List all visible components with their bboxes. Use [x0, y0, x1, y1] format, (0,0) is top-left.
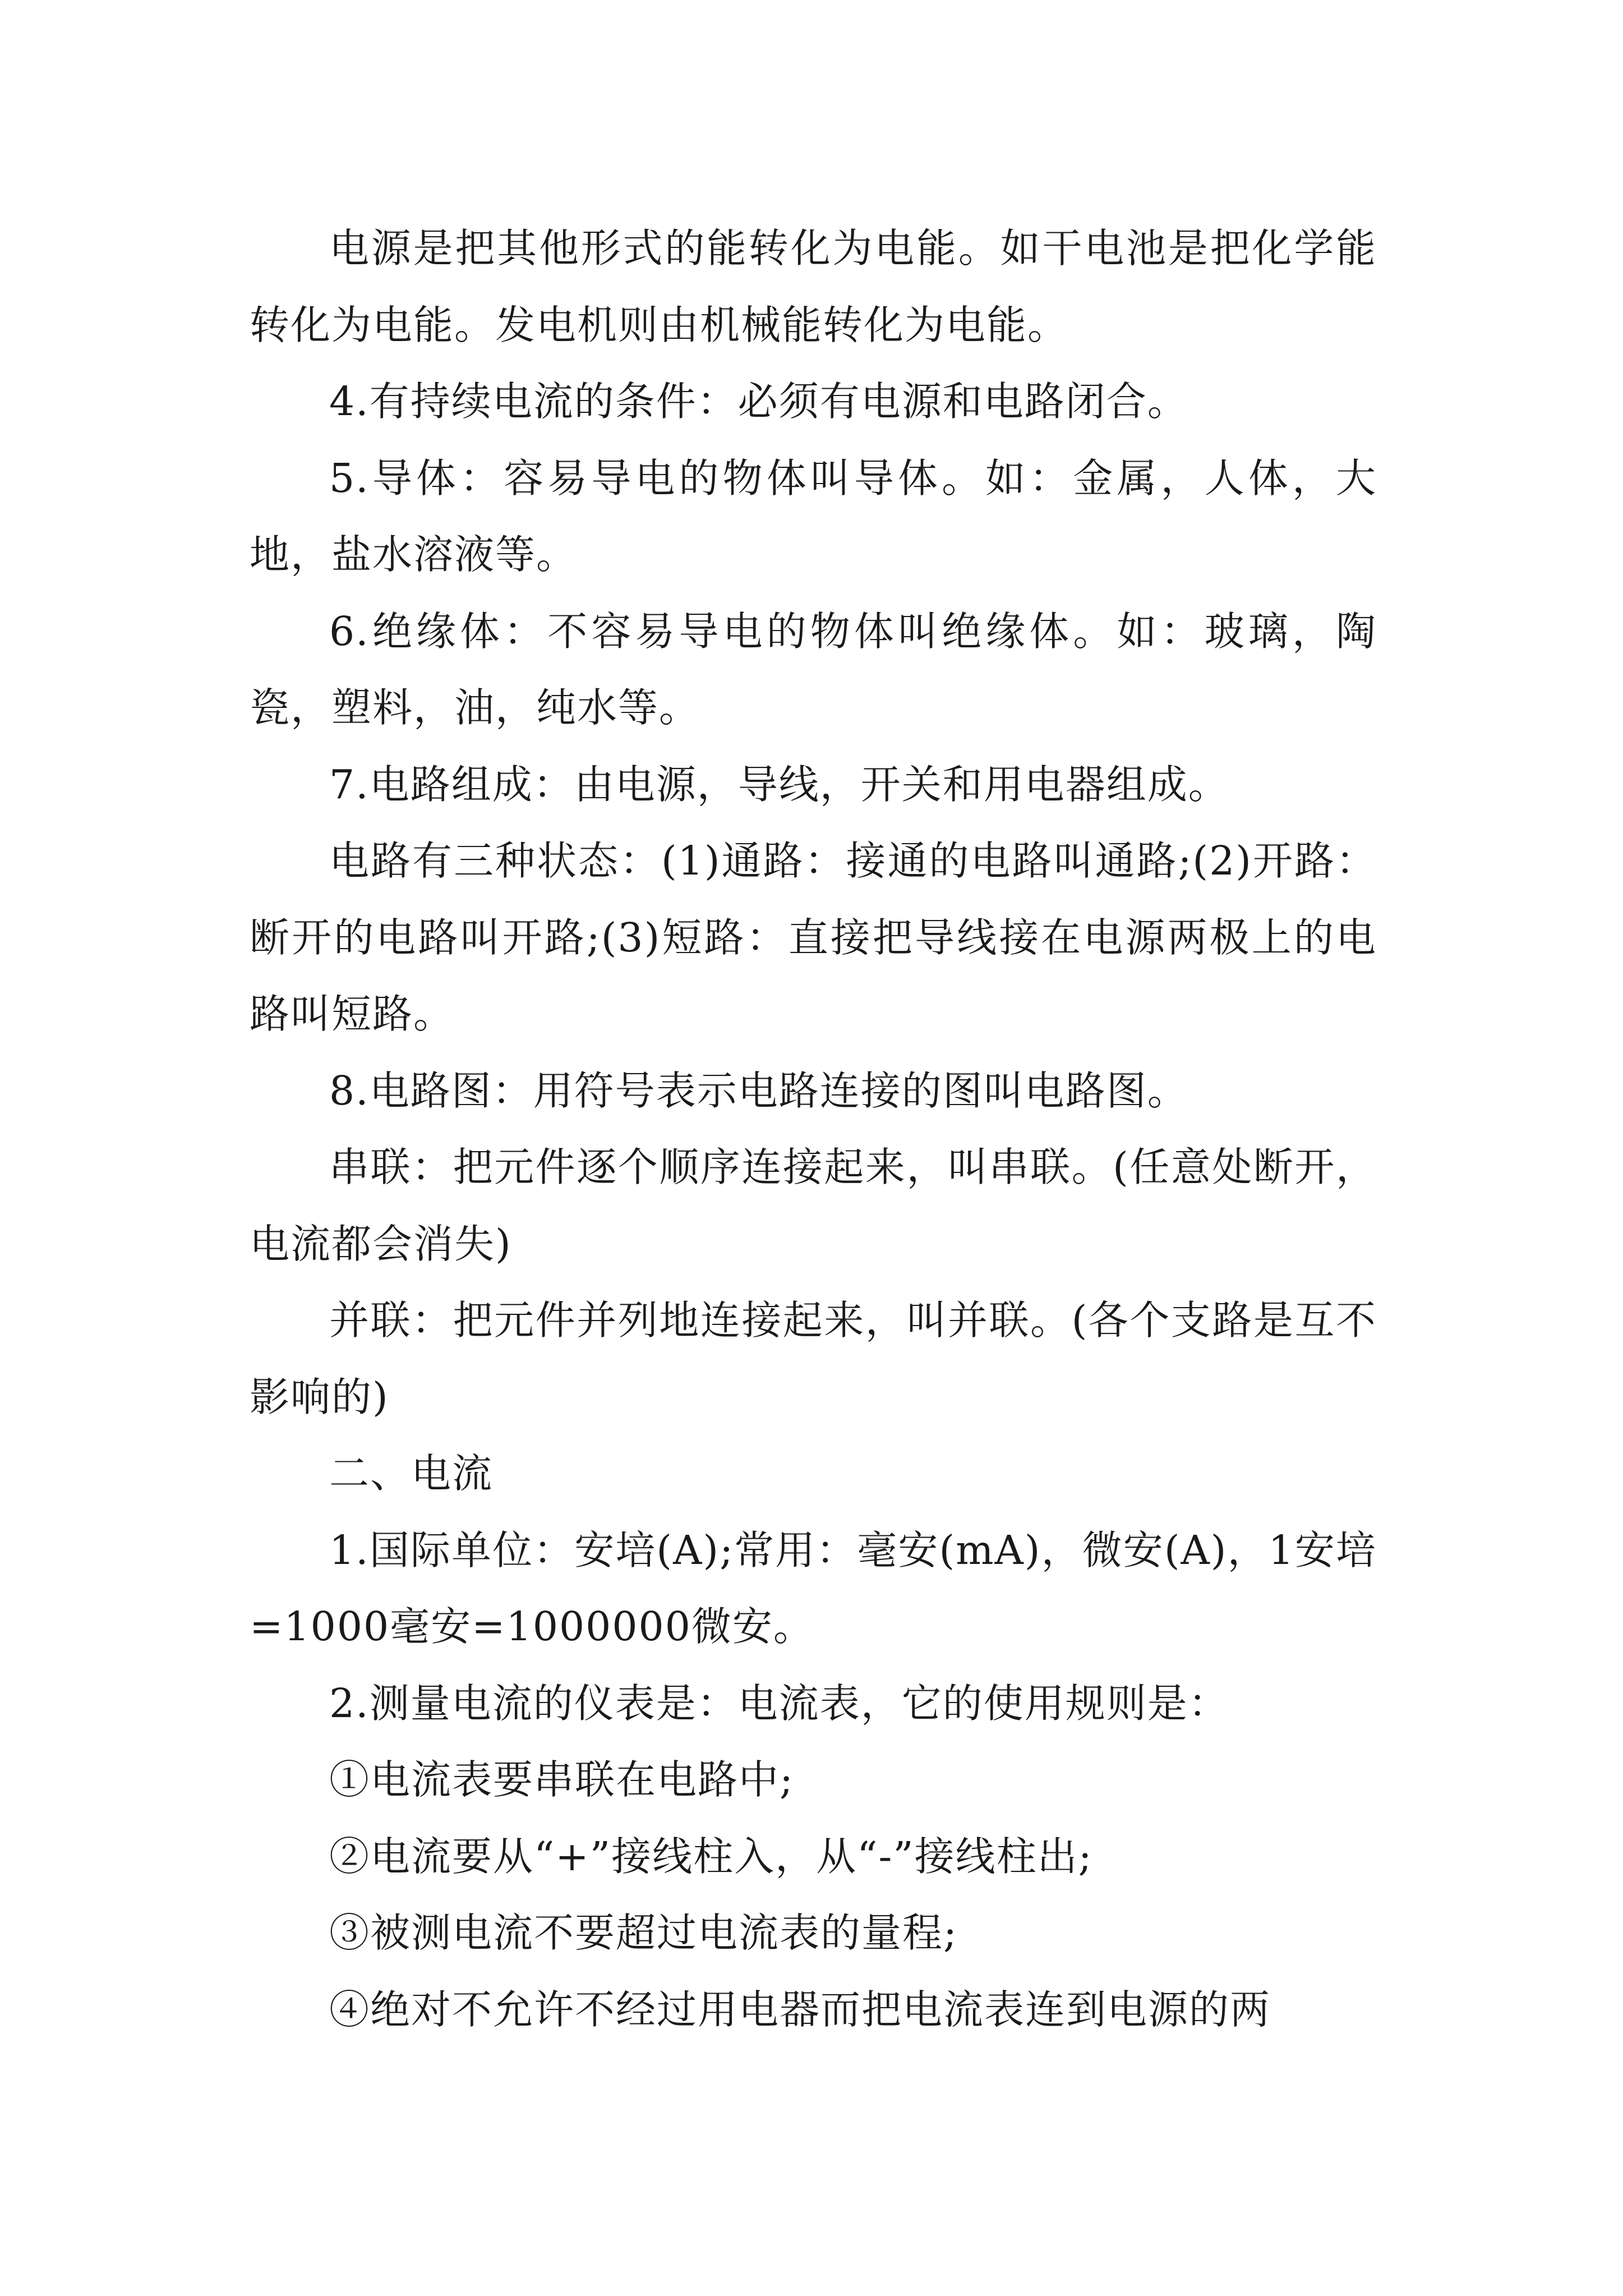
paragraph-power-source: 电源是把其他形式的能转化为电能。如干电池是把化学能转化为电能。发电机则由机械能转化为电能。 — [250, 225, 1377, 348]
rule-item-2: ②电流要从“+”接线柱入，从“-”接线柱出; — [329, 1833, 1093, 1880]
paragraph-ammeter: 2.测量电流的仪表是：电流表，它的使用规则是： — [329, 1680, 1229, 1727]
paragraph-units: 1.国际单位：安培(A);常用：毫安(mA)，微安(A)，1安培=1000毫安=1000000微安。 — [250, 1526, 1377, 1650]
paragraph-circuit-composition: 7.电路组成：由电源，导线，开关和用电器组成。 — [329, 761, 1229, 808]
paragraph-circuit-states: 电路有三种状态：(1)通路：接通的电路叫通路;(2)开路：断开的电路叫开路;(3)短路：直接把导线接在电源两极上的电路叫短路。 — [250, 838, 1377, 1037]
paragraph-continuous-current: 4.有持续电流的条件：必须有电源和电路闭合。 — [329, 378, 1188, 425]
rule-item-3: ③被测电流不要超过电流表的量程; — [329, 1910, 958, 1956]
rule-item-1: ①电流表要串联在电路中; — [329, 1756, 794, 1803]
paragraph-insulator: 6.绝缘体：不容易导电的物体叫绝缘体。如：玻璃，陶瓷，塑料，油，纯水等。 — [250, 608, 1377, 731]
rule-item-4: ④绝对不允许不经过用电器而把电流表连到电源的两 — [329, 1986, 1271, 2033]
paragraph-parallel: 并联：把元件并列地连接起来，叫并联。(各个支路是互不影响的) — [250, 1297, 1377, 1420]
paragraph-circuit-diagram: 8.电路图：用符号表示电路连接的图叫电路图。 — [329, 1067, 1188, 1114]
document-page — [250, 210, 1377, 2048]
paragraph-series: 串联：把元件逐个顺序连接起来，叫串联。(任意处断开，电流都会消失) — [250, 1144, 1377, 1267]
section-heading-current: 二、电流 — [329, 1450, 494, 1497]
paragraph-conductor: 5.导体：容易导电的物体叫导体。如：金属，人体，大地，盐水溶液等。 — [250, 454, 1377, 578]
